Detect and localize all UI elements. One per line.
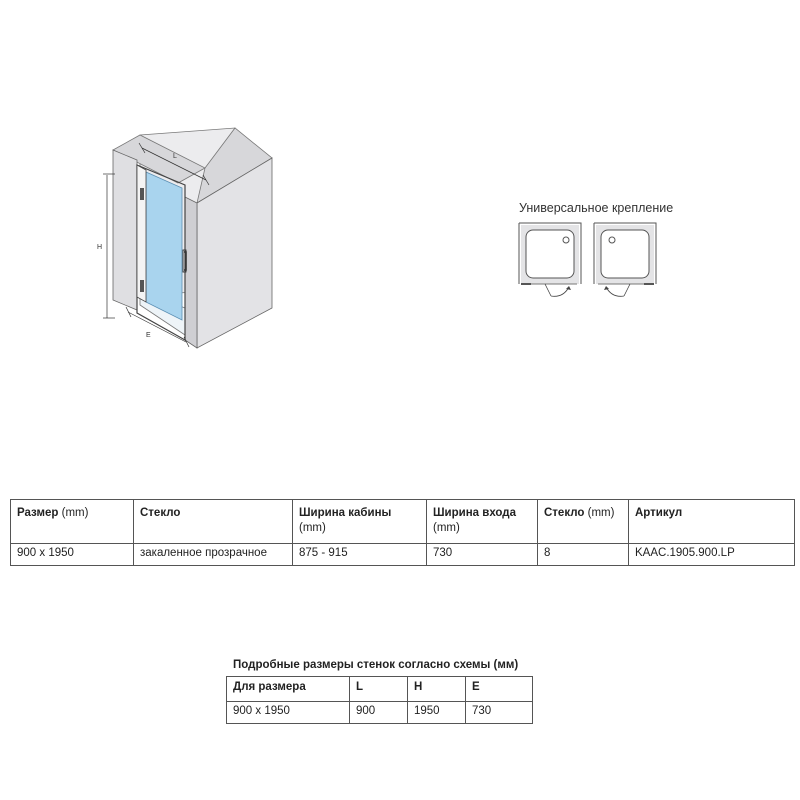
dim-l-label: L (173, 153, 177, 160)
dim-header-e: E (466, 677, 533, 702)
cell-size: 900 x 1950 (11, 544, 134, 566)
header-cabin-width-label: Ширина кабины (299, 507, 392, 519)
header-glass (134, 500, 293, 544)
header-cabin-width-unit: (mm) (299, 522, 326, 534)
cell-glass: закаленное прозрачное (134, 544, 293, 566)
cell-article: KAAC.1905.900.LP (629, 544, 795, 566)
header-entry-width (427, 500, 538, 544)
glass-panel (146, 172, 182, 320)
top-hinge (140, 188, 144, 200)
spec-table (10, 499, 795, 566)
cell-entry-width: 730 (427, 544, 538, 566)
dimensions-header-row (227, 677, 533, 702)
dim-header-l: L (350, 677, 408, 702)
dim-cell-h: 1950 (408, 702, 466, 724)
header-article-label: Артикул (635, 507, 683, 519)
mount-left-hinge-icon (517, 222, 587, 302)
header-glass-thickness (538, 500, 629, 544)
header-cabin-width (293, 500, 427, 544)
left-wall (113, 150, 137, 310)
dim-header-size: Для размера (227, 677, 350, 702)
header-article (629, 500, 795, 544)
dimensions-title: Подробные размеры стенок согласно схемы (мм) (233, 659, 519, 671)
header-entry-width-unit: (mm) (433, 522, 460, 534)
header-size (11, 500, 134, 544)
dim-cell-size: 900 x 1950 (227, 702, 350, 724)
header-glass-thickness-unit: (mm) (587, 507, 615, 519)
header-glass-label: Стекло (140, 507, 181, 519)
table-row (227, 702, 533, 724)
header-size-unit: (mm) (61, 507, 89, 519)
mount-right-hinge-icon (592, 222, 662, 302)
dim-header-h: H (408, 677, 466, 702)
bottom-hinge (140, 280, 144, 292)
header-entry-width-label: Ширина входа (433, 507, 517, 519)
mounting-title: Универсальное крепление (519, 201, 674, 215)
spec-header-row (11, 500, 795, 544)
dim-cell-l: 900 (350, 702, 408, 724)
table-row (11, 544, 795, 566)
right-wall-inner (185, 197, 197, 348)
dimensions-table (226, 676, 533, 724)
dim-e-label: E (146, 332, 151, 339)
cell-glass-thickness: 8 (538, 544, 629, 566)
header-glass-thickness-label: Стекло (544, 507, 585, 519)
dim-cell-e: 730 (466, 702, 533, 724)
dim-h-label: H (97, 244, 103, 251)
cell-cabin-width: 875 - 915 (293, 544, 427, 566)
dim-e-tick-a (126, 307, 131, 317)
header-size-label: Размер (17, 507, 59, 519)
shower-door-diagram (95, 110, 285, 360)
